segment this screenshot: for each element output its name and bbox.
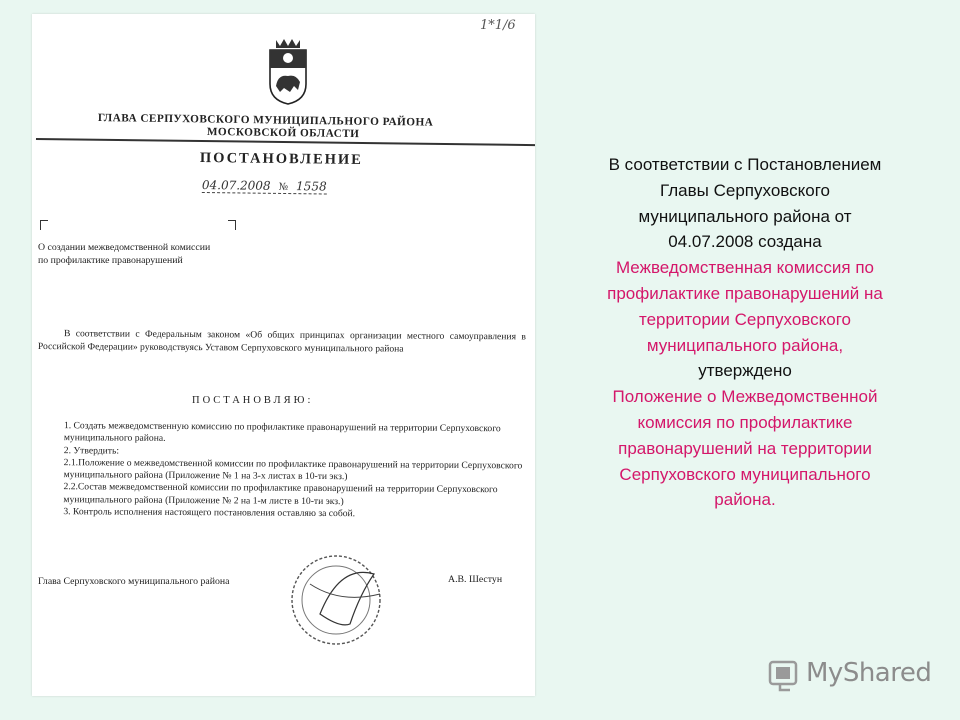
- intro-paragraph: [38, 328, 526, 356]
- number-label: №: [278, 181, 289, 194]
- subject-bracket-right: [228, 220, 236, 230]
- summary-highlight-line: Серпуховского муниципального: [619, 464, 871, 484]
- decree-items: [37, 420, 528, 522]
- list-item: 2.1.Положение о межведомственной комиссии по профилактике правонарушений на территории Серпуховского муниципального района (Приложение № 1 на 3-х листах в 10-ти экз.): [63, 457, 523, 483]
- summary-highlight-line: профилактике правонарушений на: [607, 283, 883, 303]
- summary-highlight-line: территории Серпуховского: [638, 309, 852, 329]
- official-stamp-icon: [280, 544, 400, 654]
- list-item: 3. Контроль исполнения настоящего постановления оставляю за собой.: [63, 506, 356, 520]
- list-item: 1. Создать межведомственную комиссию по профилактике правонарушений на территории Серпуховского муниципального района.: [63, 420, 501, 445]
- document-date: 04.07.2008: [201, 178, 271, 193]
- header-line-2: МОСКОВСКОЙ ОБЛАСТИ: [206, 126, 360, 141]
- document-number: 1558: [296, 179, 327, 194]
- watermark-text: MyShared: [806, 658, 932, 688]
- date-number-line: [202, 178, 327, 195]
- signature-name: А.В. Шестун: [448, 574, 503, 585]
- summary-line: В соответствии с Постановлением: [608, 155, 882, 174]
- list-item: 2. Утвердить:: [63, 444, 120, 457]
- summary-highlight-line: комиссия по профилактике: [637, 412, 853, 432]
- myshared-watermark: [768, 656, 938, 690]
- intro-text: В соответствии с Федеральным законом «Об общих принципах организации местного самоуправления в Российской Федерации» руководствуясь Уставом Серпуховского муниципального района: [37, 328, 526, 355]
- summary-highlight-line: муниципального района,: [646, 335, 844, 355]
- myshared-logo-icon: [768, 658, 802, 692]
- subject-line: по профилактике правонарушений: [38, 255, 183, 266]
- summary-highlight-line: Межведомственная комиссия по: [615, 258, 875, 278]
- subject-bracket-left: [40, 220, 48, 230]
- summary-line: Главы Серпуховского: [660, 180, 830, 200]
- header-line-1: ГЛАВА СЕРПУХОВСКОГО МУНИЦИПАЛЬНОГО РАЙОНА: [97, 112, 434, 129]
- summary-highlight-line: района.: [714, 490, 776, 510]
- summary-line: 04.07.2008 создана: [668, 232, 822, 252]
- subject-line: О создании межведомственной комиссии: [38, 242, 211, 253]
- summary-highlight-line: Положение о Межведомственной: [612, 387, 878, 407]
- decree-word: ПОСТАНОВЛЯЮ:: [192, 395, 314, 406]
- coat-of-arms-icon: [266, 36, 310, 106]
- document-title: ПОСТАНОВЛЕНИЕ: [199, 150, 364, 168]
- summary-line: муниципального района от: [638, 206, 852, 226]
- document-subject: [38, 241, 278, 267]
- signature-title: Глава Серпуховского муниципального района: [38, 576, 230, 587]
- list-item: 2.2.Состав межведомственной комиссии по профилактике правонарушений на территории Серпуховского муниципального района (Приложение № 2 на 1-м листе в 10-ти экз.): [63, 481, 498, 507]
- summary-highlight-line: правонарушений на территории: [618, 438, 872, 458]
- handwritten-mark: 1*1/6: [480, 18, 516, 33]
- header-divider: [36, 138, 535, 146]
- summary-line: утверждено: [698, 361, 792, 381]
- summary-text: [560, 152, 930, 513]
- scanned-document: [32, 14, 535, 696]
